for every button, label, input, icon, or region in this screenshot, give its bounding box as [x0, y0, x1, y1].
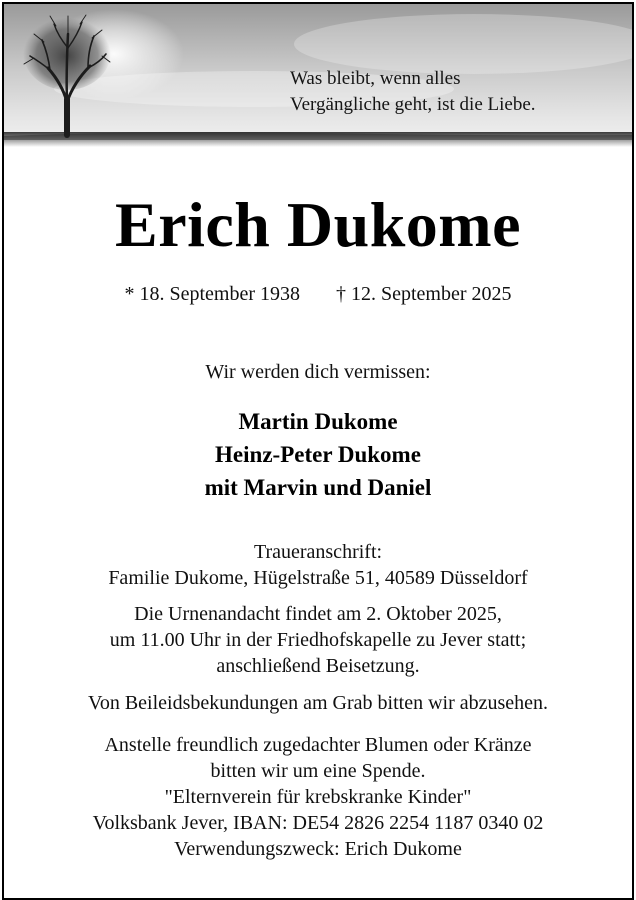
ceremony-info [4, 601, 632, 679]
donation-info [4, 732, 632, 862]
death-date: † 12. September 2025 [336, 283, 512, 305]
address-label: Traueranschrift: [253, 541, 383, 563]
life-dates [4, 280, 632, 308]
motto-line: Was bleibt, wenn alles [290, 68, 461, 89]
address-value: Familie Dukome, Hügelstraße 51, 40589 Düsseldorf [108, 567, 528, 589]
obituary-notice [2, 2, 634, 900]
donation-line: Volksbank Jever, IBAN: DE54 2826 2254 1187 0340 02 [92, 812, 544, 834]
ceremony-line: um 11.00 Uhr in der Friedhofskapelle zu Jever statt; [109, 629, 527, 651]
deceased-name: Erich Dukome [115, 189, 521, 260]
condolence-line: Von Beileidsbekundungen am Grab bitten wir abzusehen. [87, 692, 549, 714]
mourner-name: Martin Dukome [238, 409, 398, 434]
mourner-name: mit Marvin und Daniel [204, 475, 432, 500]
mourner-name: Heinz-Peter Dukome [215, 442, 421, 467]
birth-date: * 18. September 1938 [124, 283, 300, 305]
ceremony-line: anschließend Beisetzung. [216, 655, 420, 677]
donation-line: bitten wir um eine Spende. [210, 760, 426, 782]
condolence-note [4, 690, 632, 716]
donation-line: "Elternverein für krebskranke Kinder" [164, 786, 472, 808]
motto-line: Vergängliche geht, ist die Liebe. [290, 94, 536, 115]
mourning-address [4, 539, 632, 591]
donation-line: Verwendungszweck: Erich Dukome [174, 838, 462, 860]
motto-quote [290, 66, 620, 118]
donation-line: Anstelle freundlich zugedachter Blumen oder Kränze [104, 734, 532, 756]
header-banner [4, 4, 632, 147]
ceremony-line: Die Urnenandacht findet am 2. Oktober 2025, [134, 603, 502, 625]
mourners-intro: Wir werden dich vermissen: [205, 361, 431, 383]
mourners-names [4, 405, 632, 504]
